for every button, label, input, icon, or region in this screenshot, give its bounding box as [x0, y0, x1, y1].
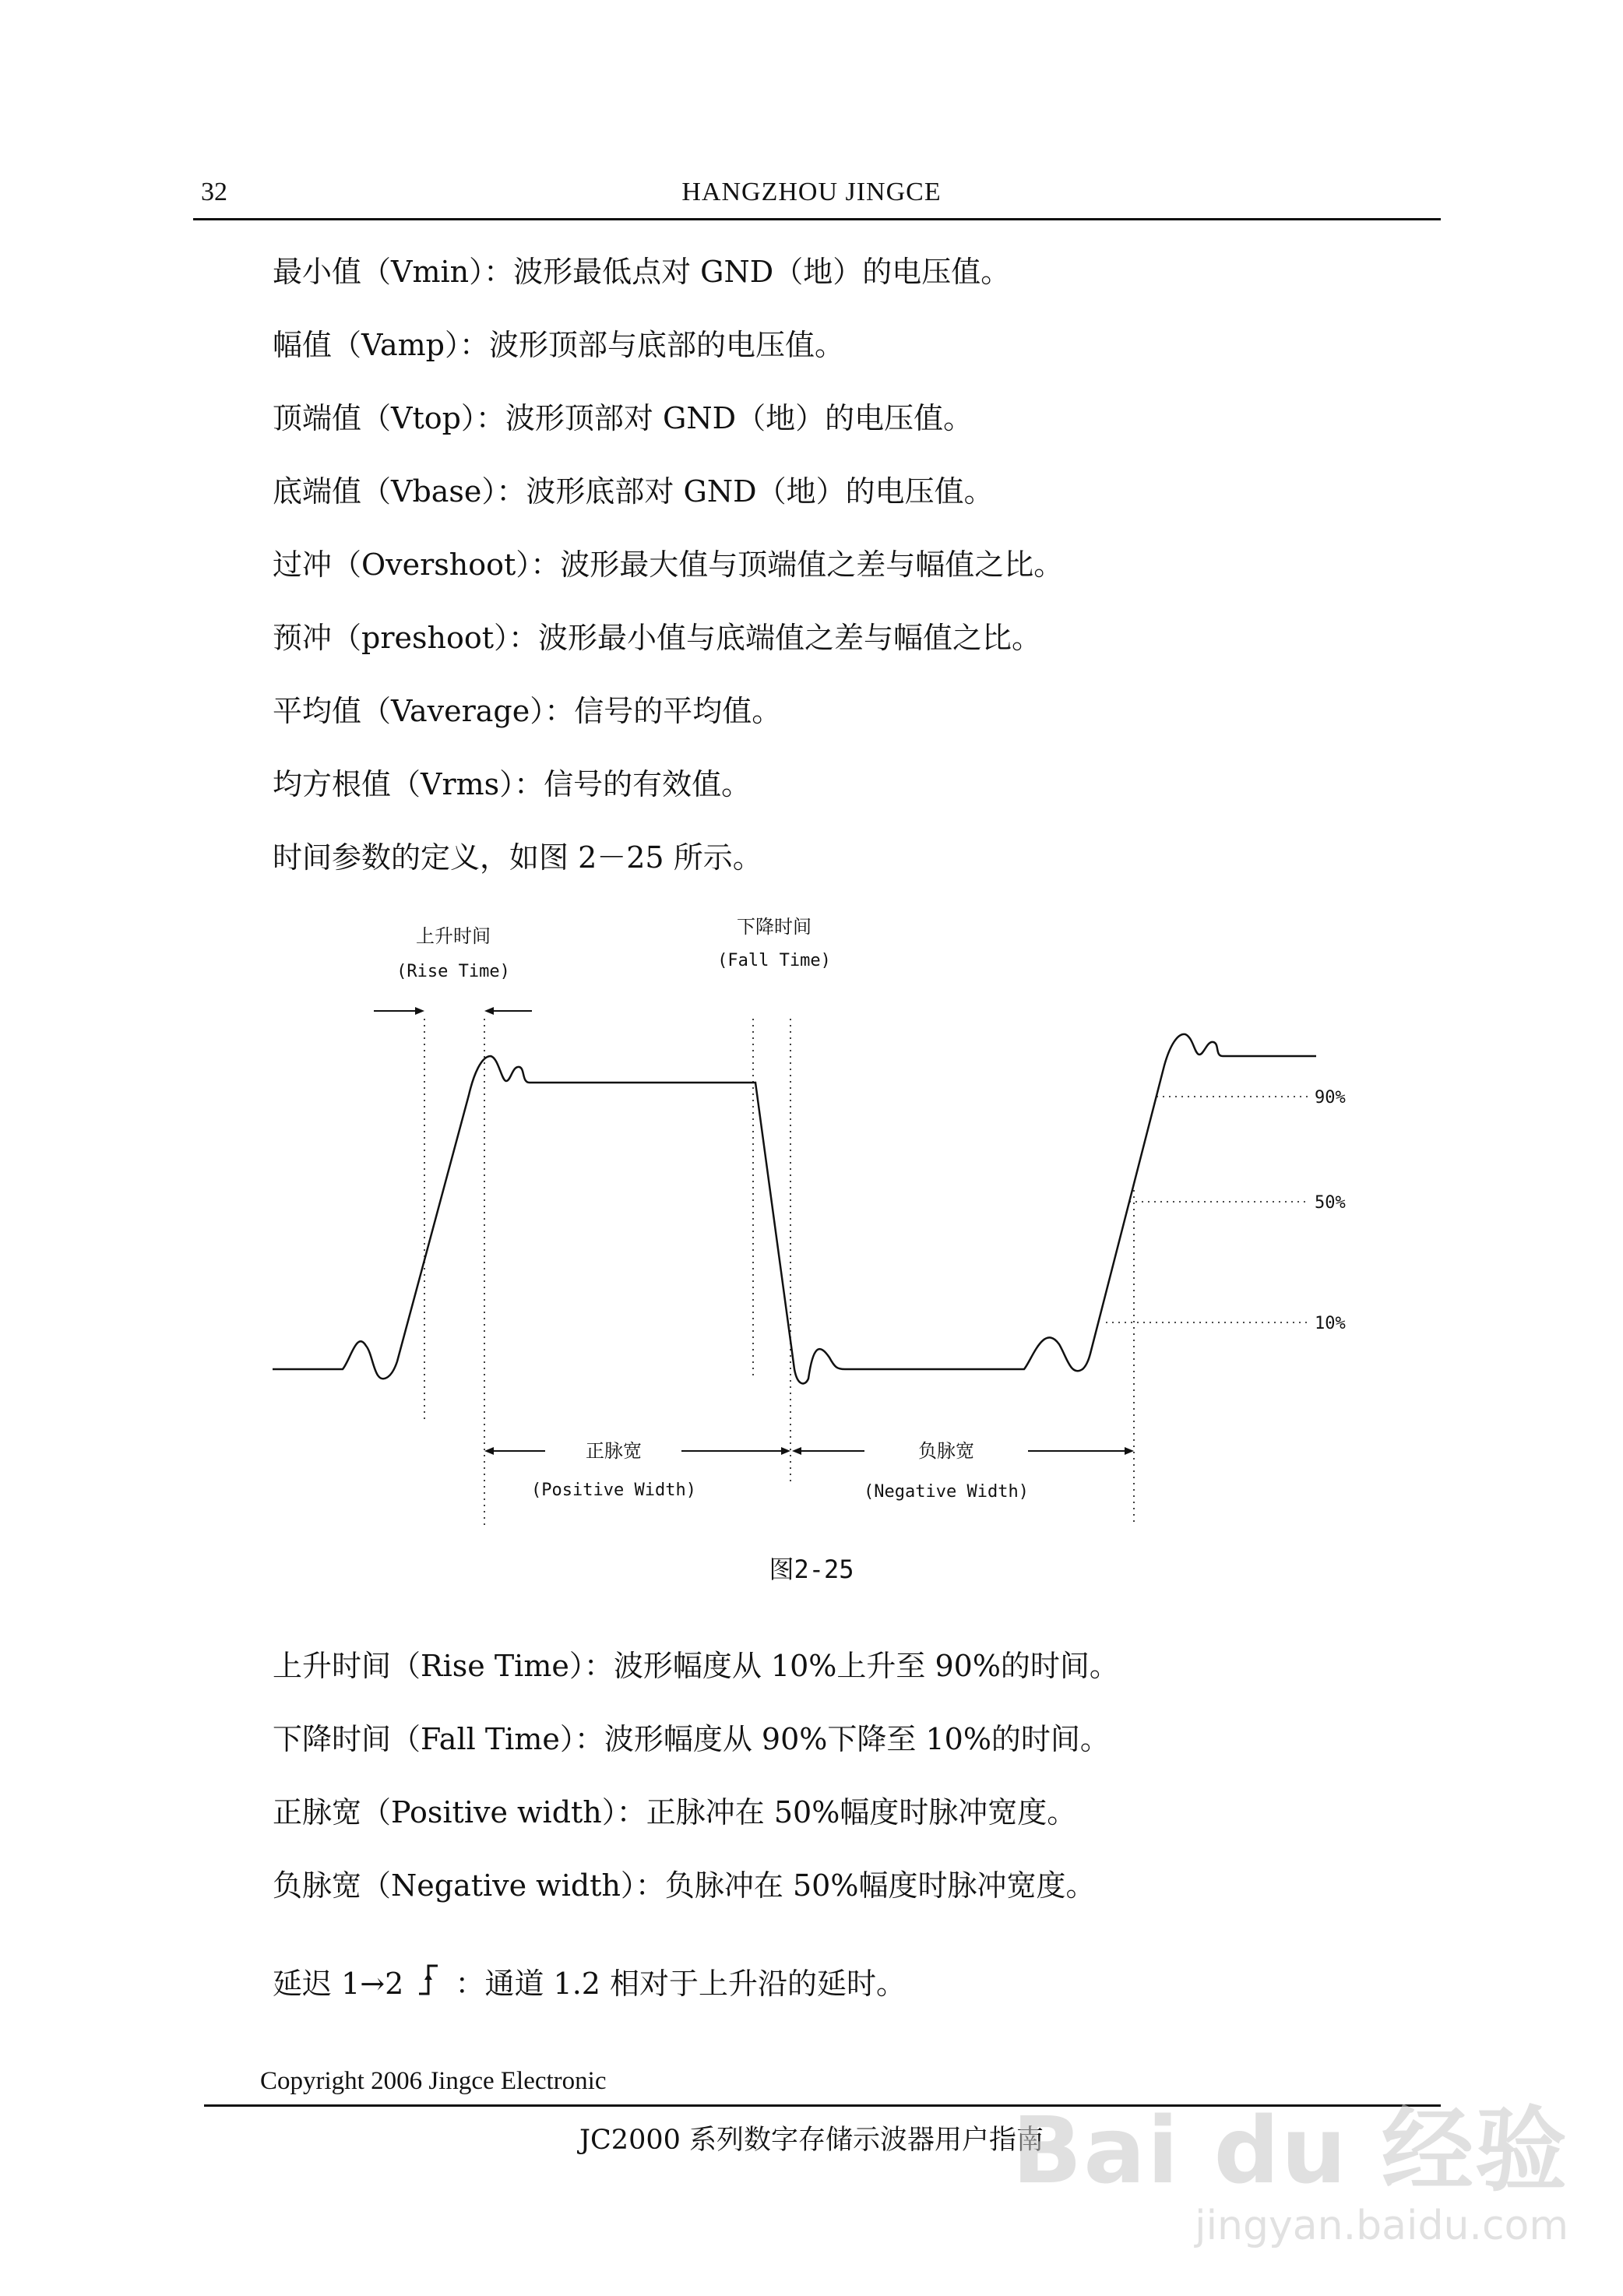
watermark — [1012, 2076, 1568, 2249]
positive-width-label-cn: 正脉宽 — [586, 1440, 642, 1462]
figure-caption: 图2-25 — [769, 1555, 854, 1584]
rising-edge-icon — [417, 1963, 441, 2006]
timing-diagram — [257, 910, 1378, 1525]
definition-line: 下降时间（Fall Time）：波形幅度从 90%下降至 10%的时间。 — [273, 1722, 1110, 1756]
fall-time-label-cn: 下降时间 — [737, 916, 812, 938]
definition-line: 平均值（Vaverage）：信号的平均值。 — [273, 694, 782, 728]
footer-title: JC2000 系列数字存储示波器用户指南 — [579, 2125, 1044, 2156]
delay-line — [273, 1963, 906, 2006]
fall-time-label-en: (Fall Time) — [717, 951, 831, 970]
definition-line: 过冲（Overshoot）：波形最大值与顶端值之差与幅值之比。 — [273, 548, 1064, 582]
delay-suffix: ：通道 1.2 相对于上升沿的延时。 — [455, 1967, 907, 2001]
level-90-label: 90% — [1315, 1088, 1346, 1108]
definition-line: 顶端值（Vtop）：波形顶部对 GND（地）的电压值。 — [273, 401, 973, 435]
positive-width-label-en: (Positive Width) — [531, 1481, 696, 1500]
delay-prefix: 延迟 1→2 — [273, 1967, 404, 2001]
rise-time-label-cn: 上升时间 — [416, 925, 491, 947]
definition-line: 正脉宽（Positive width）：正脉冲在 50%幅度时脉冲宽度。 — [273, 1795, 1077, 1829]
definition-line: 负脉宽（Negative width）：负脉冲在 50%幅度时脉冲宽度。 — [273, 1868, 1096, 1903]
level-50-label: 50% — [1315, 1193, 1346, 1213]
header-title: HANGZHOU JINGCE — [681, 178, 942, 206]
definition-line: 最小值（Vmin）：波形最低点对 GND（地）的电压值。 — [273, 255, 1011, 289]
definition-line: 上升时间（Rise Time）：波形幅度从 10%上升至 90%的时间。 — [273, 1649, 1119, 1683]
negative-width-label-en: (Negative Width) — [864, 1482, 1029, 1502]
header-rule — [193, 218, 1441, 220]
rise-time-label-en: (Rise Time) — [396, 962, 510, 981]
negative-width-label-cn: 负脉宽 — [918, 1440, 974, 1462]
watermark-logo: Bai du 经验 — [1012, 2097, 1568, 2204]
copyright: Copyright 2006 Jingce Electronic — [260, 2067, 607, 2095]
watermark-url: jingyan.baidu.com — [1195, 2203, 1568, 2249]
page-number: 32 — [201, 178, 227, 206]
pulse-waveform — [273, 1034, 1316, 1384]
level-10-label: 10% — [1315, 1314, 1346, 1333]
definition-line: 底端值（Vbase）：波形底部对 GND（地）的电压值。 — [273, 474, 994, 509]
figure-intro-line: 时间参数的定义，如图 2－25 所示。 — [273, 840, 762, 875]
definition-line: 均方根值（Vrms）：信号的有效值。 — [273, 767, 752, 801]
definition-line: 幅值（Vamp）：波形顶部与底部的电压值。 — [273, 328, 844, 362]
reference-lines — [424, 1019, 1308, 1525]
definition-line: 预冲（preshoot）：波形最小值与底端值之差与幅值之比。 — [273, 621, 1041, 655]
